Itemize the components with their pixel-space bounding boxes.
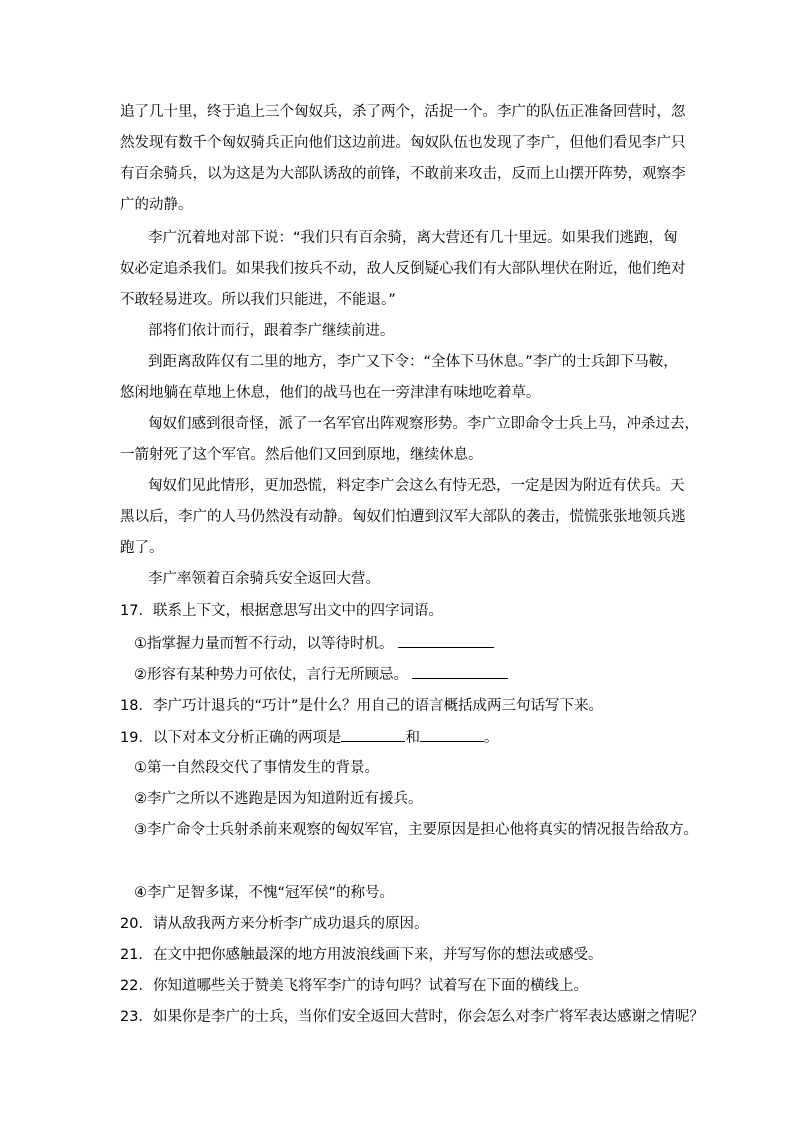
question-19-option-1: ①第一自然段交代了事情发生的背景。 [134,760,379,776]
question-19-option-4: ④李广足智多谋，不愧“冠军侯”的称号。 [134,885,395,901]
passage-line: 李广率领着百余骑兵安全返回大营。 [148,571,380,587]
answer-blank-1[interactable] [341,727,405,742]
passage-line: 追了几十里，终于追上三个匈奴兵，杀了两个，活捉一个。李广的队伍正准备回营时，忽 [120,104,686,120]
question-19-and: 和 [405,730,420,746]
question-17-item-2 [134,664,508,685]
question-17: 17．联系上下文，根据意思写出文中的四字词语。 [120,603,443,619]
passage-line: 有百余骑兵，以为这是为大部队诱敌的前锋，不敢前来攻击，反而上山摆开阵势，观察李 [120,166,686,182]
question-22: 22．你知道哪些关于赞美飞将军李广的诗句吗？试着写在下面的横线上。 [120,978,588,994]
answer-blank[interactable] [412,664,508,679]
question-17-item-1-text: ①指掌握力量而暂不行动，以等待时机。 [134,636,394,652]
passage-line: 然发现有数千个匈奴骑兵正向他们这边前进。匈奴队伍也发现了李广，但他们看见李广只 [120,135,686,151]
passage-line: 奴必定追杀我们。如果我们按兵不动，敌人反倒疑心我们有大部队埋伏在附近，他们绝对 [120,261,686,277]
question-17-item-2-text: ②形容有某种势力可依仗，言行无所顾忌。 [134,667,408,683]
passage-line: 广的动静。 [120,197,193,213]
question-17-item-1 [134,633,494,654]
question-19-option-3: ③李广命令士兵射杀前来观察的匈奴军官，主要原因是担心他将真实的情况报告给敌方。 [134,822,698,838]
question-19 [120,727,498,748]
passage-line: 匈奴们见此情形，更加恐慌，料定李广会这么有恃无恐，一定是因为附近有伏兵。天 [148,478,685,494]
passage-line: 部将们依计而行，跟着李广继续前进。 [148,323,395,339]
passage-line: 匈奴们感到很奇怪，派了一名军官出阵观察形势。李广立即命令士兵上马，冲杀过去， [148,416,699,432]
question-19-text: 19．以下对本文分析正确的两项是 [120,730,342,746]
question-18: 18．李广巧计退兵的“巧计”是什么？用自己的语言概括成两三句话写下来。 [120,698,603,714]
question-23: 23．如果你是李广的士兵，当你们安全返回大营时，你会怎么对李广将军表达感谢之情呢？ [120,1009,704,1025]
question-19-option-2: ②李广之所以不逃跑是因为知道附近有援兵。 [134,791,423,807]
passage-line: 黑以后，李广的人马仍然没有动静。匈奴们怕遭到汉军大部队的袭击，慌慌张张地领兵逃 [120,509,686,525]
passage-line: 不敢轻易进攻。所以我们只能进，不能退。” [120,292,396,308]
answer-blank[interactable] [398,633,494,648]
passage-line: 李广沉着地对部下说：“我们只有百余骑，离大营还有几十里远。如果我们逃跑，匈 [148,230,678,246]
passage-line: 一箭射死了这个军官。然后他们又回到原地，继续休息。 [120,447,483,463]
passage-line: 跑了。 [120,540,164,556]
question-21: 21．在文中把你感触最深的地方用波浪线画下来，并写写你的想法或感受。 [120,947,603,963]
question-19-end: 。 [483,730,499,746]
question-20: 20．请从敌我两方来分析李广成功退兵的原因。 [120,916,429,932]
passage-line: 悠闲地躺在草地上休息，他们的战马也在一旁津津有味地吃着草。 [120,385,541,401]
answer-blank-2[interactable] [420,727,484,742]
passage-line: 到距离敌阵仅有二里的地方，李广又下令：“全体下马休息。”李广的士兵卸下马鞍， [148,354,678,370]
